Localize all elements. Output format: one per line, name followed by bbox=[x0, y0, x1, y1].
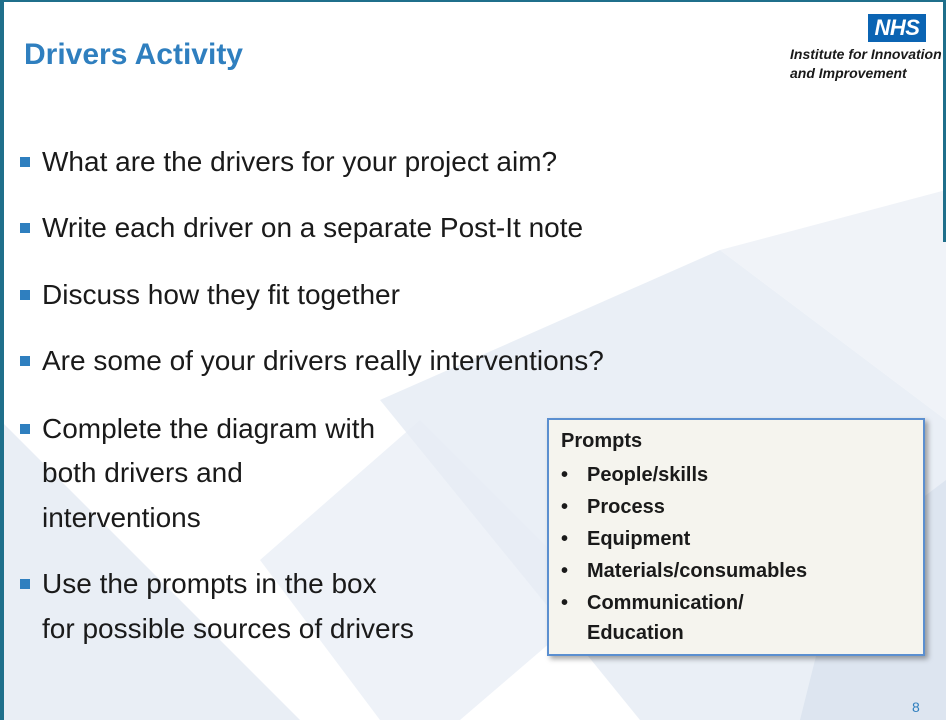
bullet-text: Complete the diagram with bbox=[42, 413, 376, 444]
bullet-square-icon bbox=[20, 157, 30, 167]
bullet-square-icon bbox=[20, 424, 30, 434]
bullet-square-icon bbox=[20, 223, 30, 233]
bullet-text: What are the drivers for your project aim? bbox=[42, 146, 558, 177]
page-number: 8 bbox=[912, 699, 920, 715]
bullet-dot-icon: • bbox=[561, 592, 569, 614]
bullet-text: Write each driver on a separate Post-It note bbox=[42, 212, 584, 243]
prompt-item-text: Education bbox=[587, 622, 684, 644]
bullet-text: both drivers and bbox=[42, 457, 243, 488]
prompt-item-text: Materials/consumables bbox=[587, 560, 808, 582]
bullet-dot-icon: • bbox=[561, 528, 569, 550]
prompt-item-text: Process bbox=[587, 496, 665, 518]
prompts-title: Prompts bbox=[561, 430, 643, 452]
bullet-text: Use the prompts in the box bbox=[42, 568, 377, 599]
prompt-item-text: Equipment bbox=[587, 528, 691, 550]
bullet-dot-icon: • bbox=[561, 496, 569, 518]
slide-title: Drivers Activity bbox=[24, 38, 243, 71]
bullet-text: for possible sources of drivers bbox=[42, 613, 414, 644]
logo-line-1: Institute for Innovation bbox=[790, 46, 942, 62]
bullet-dot-icon: • bbox=[561, 560, 569, 582]
bullet-square-icon bbox=[20, 356, 30, 366]
nhs-badge: NHS bbox=[868, 14, 926, 42]
bullet-text: Discuss how they fit together bbox=[42, 279, 400, 310]
prompt-item-text: Communication/ bbox=[587, 592, 744, 614]
logo-line-2: and Improvement bbox=[790, 65, 907, 81]
bullet-dot-icon: • bbox=[561, 464, 569, 486]
bullet-text: interventions bbox=[42, 502, 201, 533]
bullet-text: Are some of your drivers really interventions? bbox=[42, 345, 604, 376]
bullet-square-icon bbox=[20, 579, 30, 589]
bullet-square-icon bbox=[20, 290, 30, 300]
prompt-item-text: People/skills bbox=[587, 464, 709, 486]
prompts-box bbox=[547, 418, 925, 656]
